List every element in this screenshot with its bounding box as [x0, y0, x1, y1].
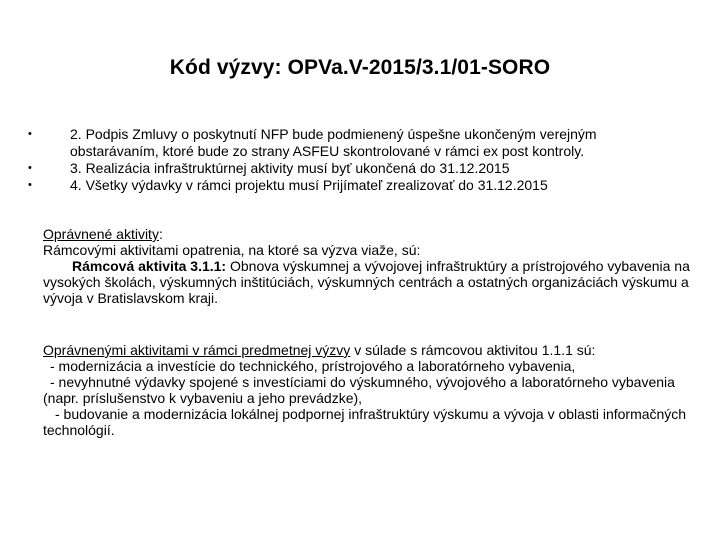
bullet-icon: •: [28, 162, 32, 174]
list-item-text: 2. Podpis Zmluvy o poskytnutí NFP bude podmienený úspešne ukončeným verejným obstarávaním, ktoré bude zo strany ASFEU skontrolované v rámci ex post kontroly.: [70, 126, 597, 159]
specific-heading-line: [43, 342, 693, 358]
specific-item-text: - nevyhnutné výdavky spojené s investíciami do výskumného, vývojového a laboratórneho vybavenia (napr. príslušenstvo k vybaveniu a jeho prevádzke),: [43, 374, 675, 406]
eligible-heading-line: [43, 226, 693, 242]
list-item: [28, 160, 688, 177]
list-item-text: 4. Všetky výdavky v rámci projektu musí Prijímateľ zrealizovať do 31.12.2015: [70, 177, 548, 193]
eligible-heading: Oprávnené aktivity: [43, 226, 159, 242]
list-item-text: 3. Realizácia infraštruktúrnej aktivity musí byť ukončená do 31.12.2015: [70, 160, 510, 176]
eligible-activity: [43, 258, 693, 306]
specific-heading-suffix: v súlade s rámcovou aktivitou 1.1.1 sú:: [350, 342, 596, 358]
page-title: Kód výzvy: OPVa.V-2015/3.1/01-SORO: [169, 56, 551, 79]
eligible-heading-suffix: :: [158, 226, 163, 242]
activity-text: Obnova výskumnej a vývojovej infraštruktúry a prístrojového vybavenia na vysokých školách, výskumných inštitúciách, výskumných centrách a ostatných organizáciách výskumu a vývoja v Bratislavskom kraji.: [43, 258, 690, 306]
bullet-icon: •: [28, 128, 32, 140]
specific-heading: Oprávnenými aktivitami v rámci predmetnej výzvy: [43, 342, 351, 358]
list-item: [43, 358, 693, 374]
eligible-intro: Rámcovými aktivitami opatrenia, na ktoré sa výzva viaže, sú:: [43, 242, 421, 258]
list-item: [28, 126, 688, 160]
condition-list: [28, 126, 688, 194]
list-item: [43, 374, 693, 406]
specific-activities-section: [43, 342, 693, 438]
specific-item-text: - budovanie a modernizácia lokálnej podpornej infraštruktúry výskumu a vývoja v oblasti informačných technológií.: [43, 406, 687, 438]
activity-label: Rámcová aktivita 3.1.1:: [72, 258, 227, 274]
specific-item-text: - modernizácia a investície do technického, prístrojového a laboratórneho vybavenia,: [50, 358, 576, 374]
list-item: [43, 406, 693, 438]
bullet-icon: •: [28, 179, 32, 191]
list-item: [28, 177, 688, 194]
eligible-activities-section: [43, 226, 693, 306]
